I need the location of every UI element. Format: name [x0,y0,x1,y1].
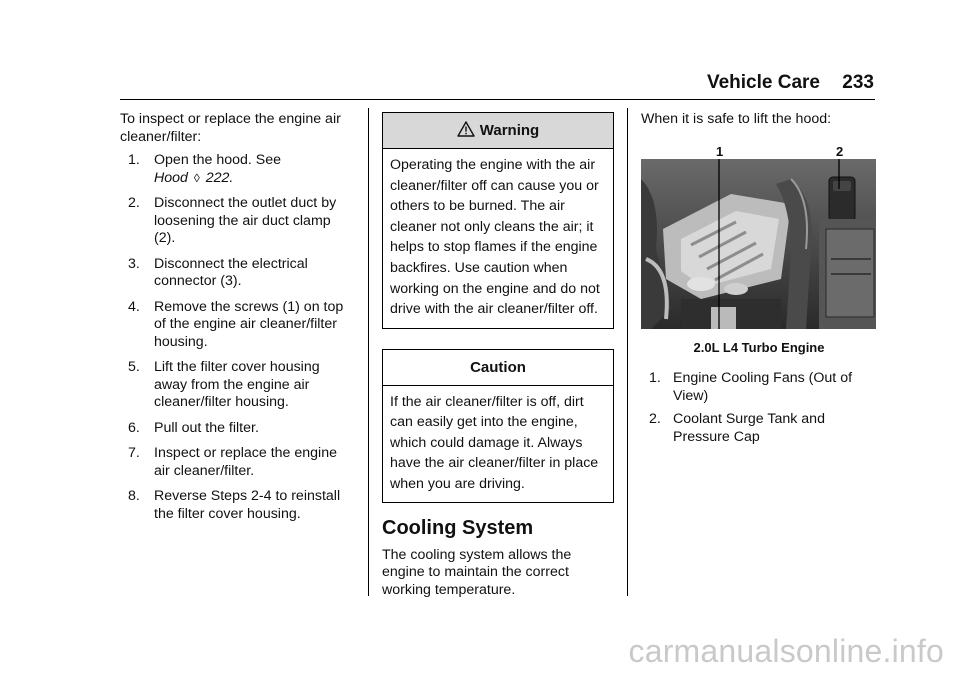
list-item: 3. Disconnect the electrical connector (3). [128,255,308,289]
section-header-title: Vehicle Care [706,72,820,93]
list-item: 6. Pull out the filter. [128,419,259,436]
column-1 [120,111,352,531]
column-3 [641,111,877,452]
column-divider-1 [368,108,369,596]
cooling-system-heading: Cooling System [382,517,534,540]
air-filter-steps [120,152,352,523]
list-item: 4. Remove the screws (1) on top of the engine air cleaner/filter housing. [128,298,344,350]
figure-caption: 2.0L L4 Turbo Engine [693,339,825,355]
warning-text: Operating the engine with the air cleaner/filter off can cause you or others to be burned. The air cleaner not only cleans the air; it helps to stop flames if the engine backfires. Use caution when working on the engine and do not drive with the air cleaner/filter off. [390,157,600,318]
list-item: 2. Disconnect the outlet duct by loosening the air duct clamp (2). [128,195,337,246]
caution-header [383,350,613,386]
page-ref-number[interactable]: 222. [205,169,234,186]
caution-text: If the air cleaner/filter is off, dirt can easily get into the engine, which could damage it. Always have the air cleaner/filter in place when you are driving. [390,393,599,492]
hood-link[interactable]: Hood [154,169,188,186]
caution-heading: Caution [470,358,526,376]
list-item: 1. Open the hood. See Hood ◊ 222. [128,152,282,186]
page-number: 233 [842,72,874,93]
air-filter-intro: To inspect or replace the engine air cleaner/filter: [120,111,341,145]
page-ref-icon: ◊ [193,170,200,185]
cooling-system-text: The cooling system allows the engine to maintain the correct working temperature. [382,546,572,598]
list-item: 7. Inspect or replace the engine air cleaner/filter. [128,445,337,479]
hood-intro: When it is safe to lift the hood: [641,111,832,127]
watermark: carmanualsonline.info [628,633,944,669]
column-divider-2 [627,108,628,596]
warning-box [382,112,614,329]
list-item: 2. Coolant Surge Tank and Pressure Cap [649,411,825,445]
warning-heading: Warning [479,121,540,139]
callout-label-2: 2 [836,143,844,159]
engine-bay-image [641,159,876,329]
list-item: 5. Lift the filter cover housing away from the engine air cleaner/filter housing. [128,359,320,410]
warning-triangle-icon [457,121,475,141]
figure-callout-list [641,370,877,446]
list-item: 1. Engine Cooling Fans (Out of View) [649,370,853,404]
callout-label-1: 1 [716,143,724,159]
warning-header [383,113,613,149]
caution-box [382,349,614,504]
column-2 [382,112,614,599]
header-rule [120,99,875,100]
page-header [0,72,960,98]
list-item: 8. Reverse Steps 2-4 to reinstall the filter cover housing. [128,488,341,522]
engine-figure [641,139,876,311]
